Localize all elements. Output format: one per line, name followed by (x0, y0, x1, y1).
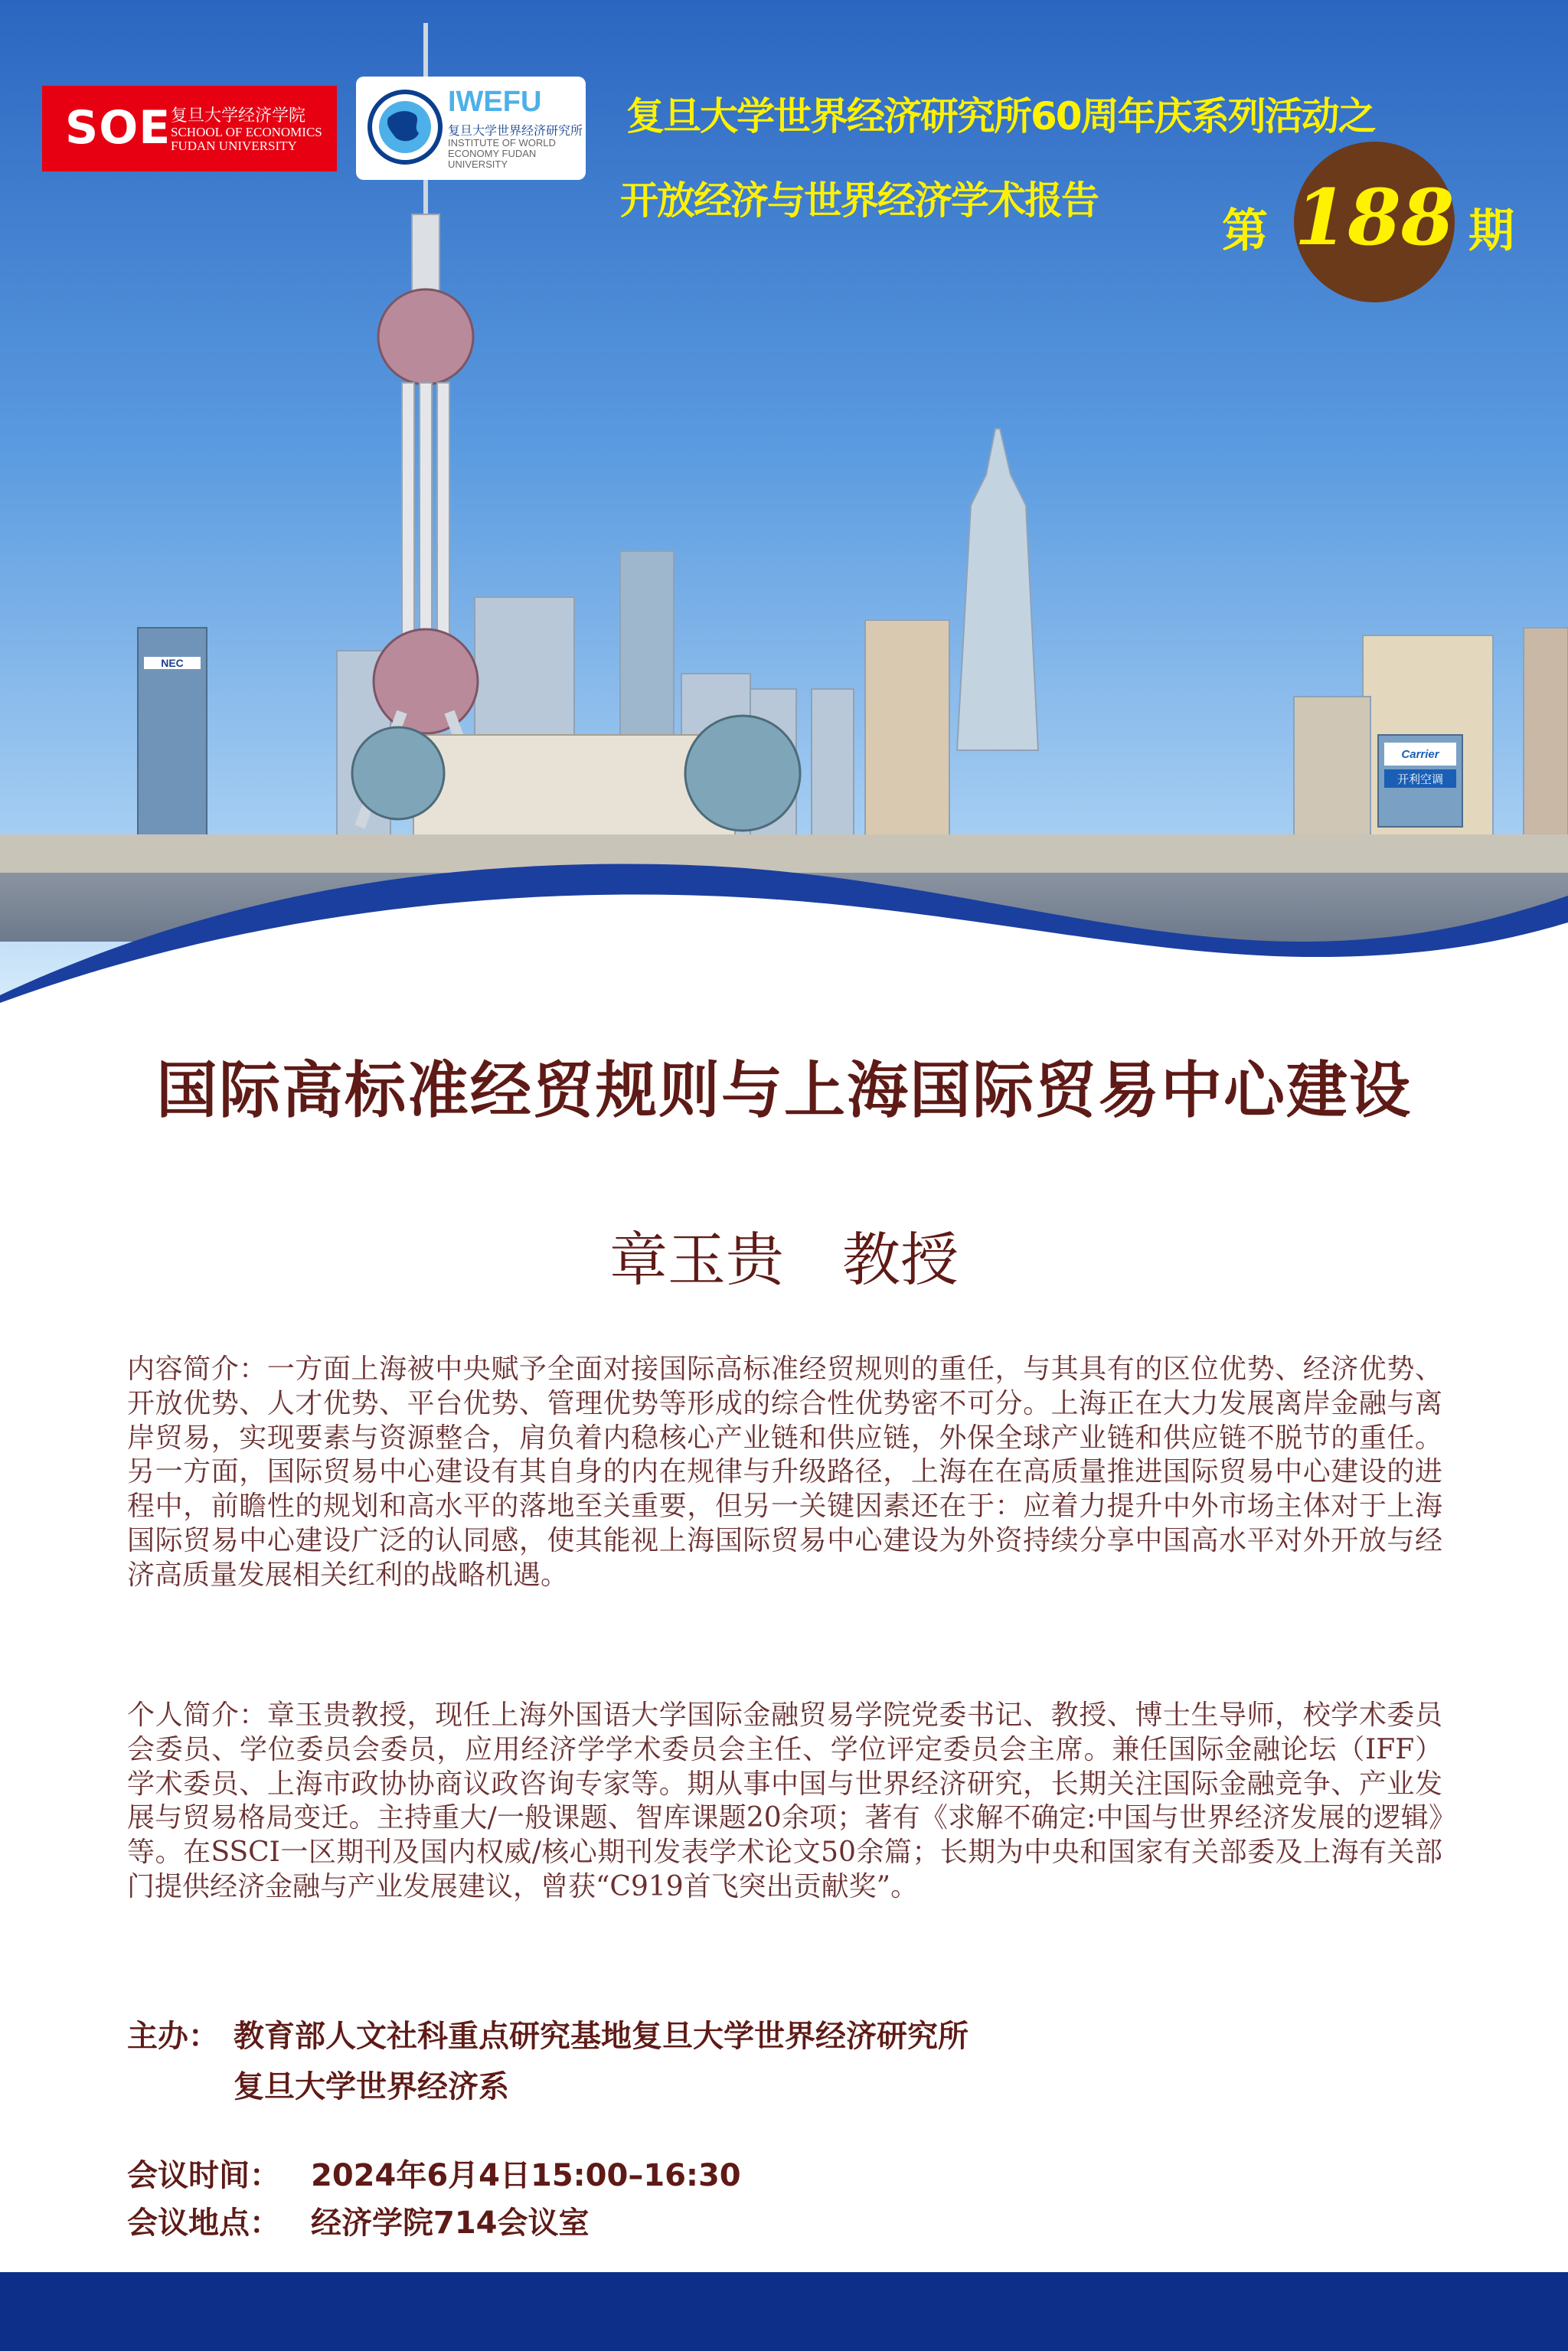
organizer-line2: 复旦大学世界经济系 (234, 2069, 509, 2104)
issue-number: 188 (1294, 172, 1455, 263)
iwefu-logo-cn: 复旦大学世界经济研究所 (448, 123, 583, 138)
billboard-carrier: Carrier (1401, 748, 1439, 761)
issue-suffix: 期 (1468, 204, 1514, 258)
convention-center (352, 716, 800, 842)
talk-title: 国际高标准经贸规则与上海国际贸易中心建设 (156, 1054, 1412, 1126)
issue-prefix: 第 (1222, 204, 1268, 258)
soe-logo (42, 86, 337, 171)
iwefu-logo (356, 77, 586, 180)
speaker-name: 章玉贵 教授 (609, 1226, 959, 1294)
meeting-time-label: 会议时间： (127, 2158, 280, 2193)
footer-bar (0, 2272, 1568, 2351)
globe-icon (365, 87, 445, 167)
nec-tower (138, 628, 207, 857)
series-title-line2: 开放经济与世界经济学术报告 (620, 178, 1098, 223)
organizer-label: 主办： (127, 2019, 219, 2054)
iwefu-logo-name: IWEFU (448, 86, 542, 118)
iwefu-logo-en: INSTITUTE OF WORLD ECONOMY FUDAN UNIVERSITY (448, 137, 556, 170)
meeting-place-value: 经济学院714会议室 (311, 2206, 590, 2241)
soe-logo-mark: SOE (65, 101, 172, 155)
series-title-line1: 复旦大学世界经济研究所60周年庆系列活动之 (626, 94, 1375, 139)
organizer-line1: 教育部人文社科重点研究基地复旦大学世界经济研究所 (234, 2019, 969, 2054)
soe-logo-en: SCHOOL OF ECONOMICS FUDAN UNIVERSITY (171, 125, 322, 153)
carrier-building (1378, 735, 1462, 827)
billboard-carrier-cn: 开利空调 (1396, 772, 1444, 786)
soe-logo-cn: 复旦大学经济学院 (171, 106, 306, 126)
billboard-nec: NEC (161, 657, 184, 669)
speaker-bio-paragraph: 个人简介：章玉贵教授，现任上海外国语大学国际金融贸易学院党委书记、教授、博士生导师，校学术委员会委员、学位委员会委员，应用经济学学术委员会主任、学位评定委员会主席。兼任国际金融论坛（IFF）学术委员、上海市政协协商议政咨询专家等。期从事中国与世界经济研究，长期关注国际金融竞争、产业发展与贸易格局变迁。主持重大/一般课题、智库课题20余项；著有《求解不确定:中国与世界经济发展的逻辑》等。在SSCI一区期刊及国内权威/核心期刊发表学术论文50余篇；长期为中央和国家有关部委及上海有关部门提供经济金融与产业发展建议，曾获“C919首飞突出贡献奖”。 (127, 1700, 1442, 1902)
meeting-time-value: 2024年6月4日15:00–16:30 (311, 2158, 741, 2193)
meeting-place-label: 会议地点： (127, 2206, 280, 2241)
abstract-paragraph: 内容简介：一方面上海被中央赋予全面对接国际高标准经贸规则的重任，与其具有的区位优势、经济优势、开放优势、人才优势、平台优势、管理优势等形成的综合性优势密不可分。上海正在大力发展离岸金融与离岸贸易，实现要素与资源整合，肩负着内稳核心产业链和供应链，外保全球产业链和供应链不脱节的重任。另一方面，国际贸易中心建设有其自身的内在规律与升级路径，上海在在高质量推进国际贸易中心建设的进程中，前瞻性的规划和高水平的落地至关重要，但另一关键因素还在于：应着力提升中外市场主体对于上海国际贸易中心建设广泛的认同感，使其能视上海国际贸易中心建设为外资持续分享中国高水平对外开放与经济高质量发展相关红利的战略机遇。 (127, 1353, 1442, 1591)
